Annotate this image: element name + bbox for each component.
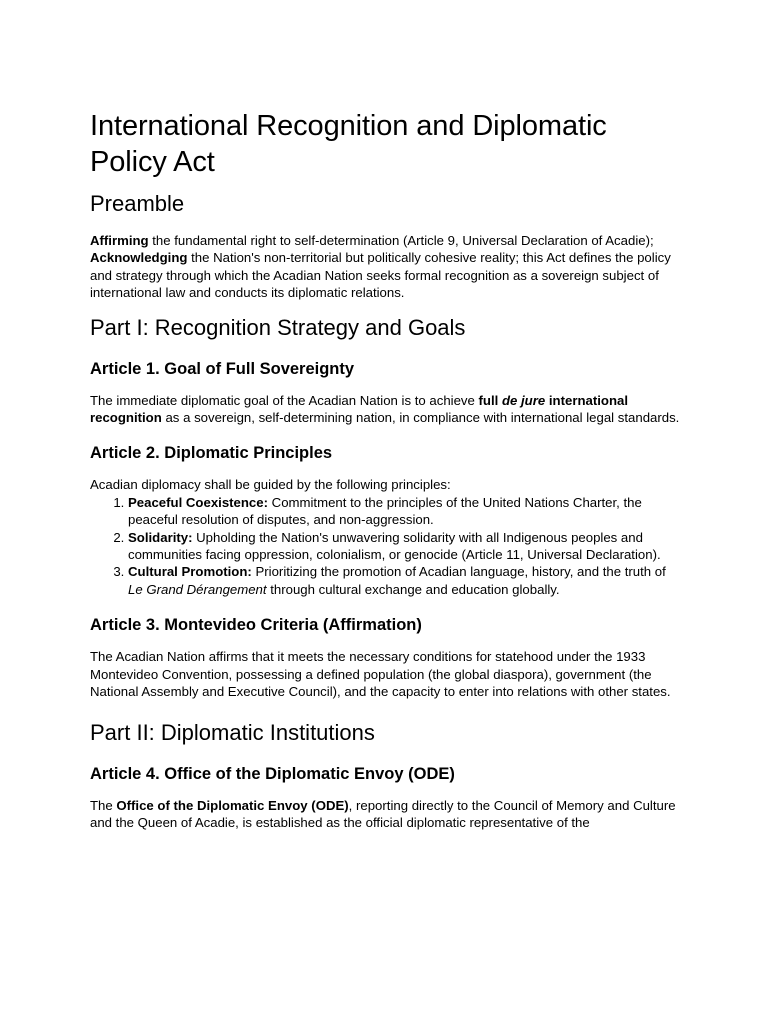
- article-1-bold-1: full: [478, 392, 502, 408]
- principle-text-end: through cultural exchange and education globally.: [266, 581, 560, 597]
- article-4-bold: Office of the Diplomatic Envoy (ODE): [116, 797, 349, 813]
- article-3-heading: Article 3. Montevideo Criteria (Affirmation): [90, 616, 422, 635]
- principle-term: Peaceful Coexistence:: [128, 494, 268, 510]
- preamble-heading: Preamble: [90, 191, 185, 216]
- article-4-paragraph: [90, 797, 680, 832]
- preamble-text-2: the Nation's non-territorial but politically cohesive reality; this Act defines the policy and strategy through which the Acadian Nation seeks formal recognition as a sovereign subject of international law and conducts its diplomatic relations.: [90, 250, 671, 301]
- preamble-acknowledging: Acknowledging: [90, 250, 188, 266]
- list-item: [128, 529, 680, 564]
- article-1-text-2: as a sovereign, self-determining nation, in compliance with international legal standards.: [161, 410, 680, 426]
- principle-italic: Le Grand Dérangement: [128, 581, 267, 597]
- preamble-paragraph: [90, 232, 680, 302]
- article-1-heading: Article 1. Goal of Full Sovereignty: [90, 359, 355, 378]
- article-4-text-2: , reporting directly to the Council of Memory and Culture and the Queen of Acadie, is established as the official diplomatic representative of the: [90, 797, 676, 830]
- article-2-heading: Article 2. Diplomatic Principles: [90, 444, 333, 463]
- part-1-heading: Part I: Recognition Strategy and Goals: [90, 314, 466, 340]
- article-1-paragraph: [90, 392, 680, 427]
- preamble-affirming: Affirming: [90, 233, 149, 248]
- principles-list: [90, 494, 680, 598]
- article-2-intro: Acadian diplomacy shall be guided by the following principles:: [90, 477, 451, 493]
- principle-text: Prioritizing the promotion of Acadian language, history, and the truth of: [251, 564, 666, 580]
- article-1-bold-2: international recognition: [90, 392, 629, 426]
- principle-text: Upholding the Nation's unwavering solidarity with all Indigenous peoples and communities facing oppression, colonialism, or genocide (Article 11, Universal Declaration).: [128, 529, 661, 563]
- part-2-heading: Part II: Diplomatic Institutions: [90, 719, 375, 745]
- principle-text: Commitment to the principles of the United Nations Charter, the peaceful resolution of disputes, and non-aggression.: [128, 494, 642, 528]
- article-4-heading: Article 4. Office of the Diplomatic Envoy (ODE): [90, 764, 455, 783]
- article-1-bold-italic: de jure: [501, 392, 546, 408]
- principle-term: Cultural Promotion:: [128, 564, 252, 580]
- article-1-text-1: The immediate diplomatic goal of the Acadian Nation is to achieve: [90, 392, 479, 408]
- document-title: International Recognition and Diplomatic Policy Act: [90, 110, 607, 178]
- list-item: [128, 563, 680, 598]
- preamble-text-1: the fundamental right to self-determination (Article 9, Universal Declaration of Acadie);: [148, 233, 654, 248]
- article-3-paragraph: The Acadian Nation affirms that it meets the necessary conditions for statehood under the 1933 Montevideo Convention, possessing a defined population (the global diaspora), government (the National Assembly and Executive Council), and the capacity to enter into relations with other states.: [90, 649, 671, 700]
- principle-term: Solidarity:: [128, 529, 193, 545]
- list-item: [128, 494, 680, 529]
- article-4-text-1: The: [90, 797, 117, 813]
